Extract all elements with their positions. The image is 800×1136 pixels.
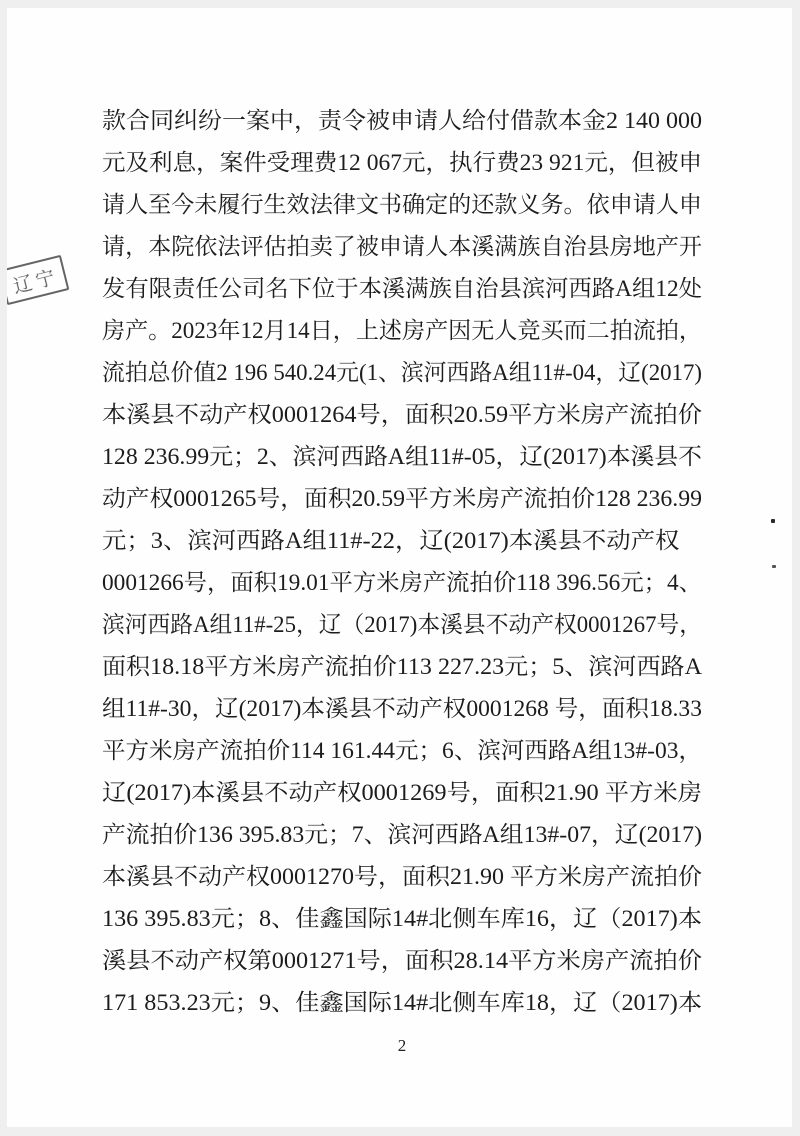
- text-line: [102, 982, 702, 1024]
- text-line-content: 辽(2017)本溪县不动产权0001269号，面积21.90 平方米房: [102, 780, 702, 805]
- text-line: [102, 856, 702, 898]
- text-line-content: 平方米房产流拍价114 161.44元；6、滨河西路A组13#-03，: [102, 738, 702, 763]
- text-line-content: 产流拍价136 395.83元；7、滨河西路A组13#-07，辽(2017): [102, 822, 702, 847]
- text-line: [102, 688, 702, 730]
- text-line-content: 款合同纠纷一案中，责令被申请人给付借款本金2 140 000: [102, 108, 702, 133]
- text-line: [102, 940, 702, 982]
- text-line-content: 面积18.18平方米房产流拍价113 227.23元；5、滨河西路A: [102, 654, 702, 679]
- text-line-content: 发有限责任公司名下位于本溪满族自治县滨河西路A组12处: [102, 276, 703, 301]
- text-line-content: 本溪县不动产权0001264号，面积20.59平方米房产流拍价: [102, 402, 702, 427]
- liaoning-stamp: [7, 255, 69, 305]
- text-line: [102, 562, 702, 604]
- text-line: [102, 142, 702, 184]
- text-line-content: 171 853.23元；9、佳鑫国际14#北侧车库18，辽（2017)本: [102, 990, 702, 1015]
- scan-speck: [772, 565, 776, 568]
- text-line-content: 溪县不动产权第0001271号，面积28.14平方米房产流拍价: [102, 948, 702, 973]
- text-line-content: 流拍总价值2 196 540.24元(1、滨河西路A组11#-04，辽(2017): [102, 360, 702, 385]
- text-line: [102, 646, 702, 688]
- text-line: [102, 898, 702, 940]
- text-line-content: 元及利息，案件受理费12 067元，执行费23 921元，但被申: [102, 150, 702, 175]
- text-line-content: 房产。2023年12月14日，上述房产因无人竞买而二拍流拍，: [102, 318, 703, 343]
- text-line: [102, 604, 702, 646]
- text-line-content: 本溪县不动产权0001270号，面积21.90 平方米房产流拍价: [102, 864, 702, 889]
- text-line-content: 128 236.99元；2、滨河西路A组11#-05，辽(2017)本溪县不: [102, 444, 702, 469]
- text-line: [102, 268, 702, 310]
- text-line: [102, 772, 702, 814]
- text-line-content: 0001266号，面积19.01平方米房产流拍价118 396.56元；4、: [102, 570, 702, 595]
- text-line: [102, 184, 702, 226]
- document-body-text: [102, 100, 702, 1024]
- text-line: [102, 478, 702, 520]
- text-line-content: 请人至今未履行生效法律文书确定的还款义务。依申请人申: [102, 192, 703, 217]
- text-line: [102, 394, 702, 436]
- scanned-document-page: [7, 8, 792, 1127]
- text-line: [102, 100, 702, 142]
- text-line: [102, 436, 702, 478]
- text-line-content: 请，本院依法评估拍卖了被申请人本溪满族自治县房地产开: [102, 234, 703, 259]
- text-line-content: 动产权0001265号，面积20.59平方米房产流拍价128 236.99: [102, 486, 702, 511]
- text-line: [102, 352, 702, 394]
- scan-speck: [771, 519, 775, 523]
- text-line: [102, 520, 702, 562]
- text-line-content: 元；3、滨河西路A组11#-22，辽(2017)本溪县不动产权: [102, 528, 680, 553]
- text-line: [102, 226, 702, 268]
- text-line: [102, 310, 702, 352]
- text-line-content: 组11#-30，辽(2017)本溪县不动产权0001268 号，面积18.33: [102, 696, 702, 721]
- text-line-content: 136 395.83元；8、佳鑫国际14#北侧车库16，辽（2017)本: [102, 906, 702, 931]
- text-line-content: 滨河西路A组11#-25，辽（2017)本溪县不动产权0001267号，: [102, 612, 702, 637]
- page-number: 2: [397, 1036, 407, 1055]
- stamp-text: 辽宁: [11, 265, 61, 298]
- text-line: [102, 730, 702, 772]
- text-line: [102, 814, 702, 856]
